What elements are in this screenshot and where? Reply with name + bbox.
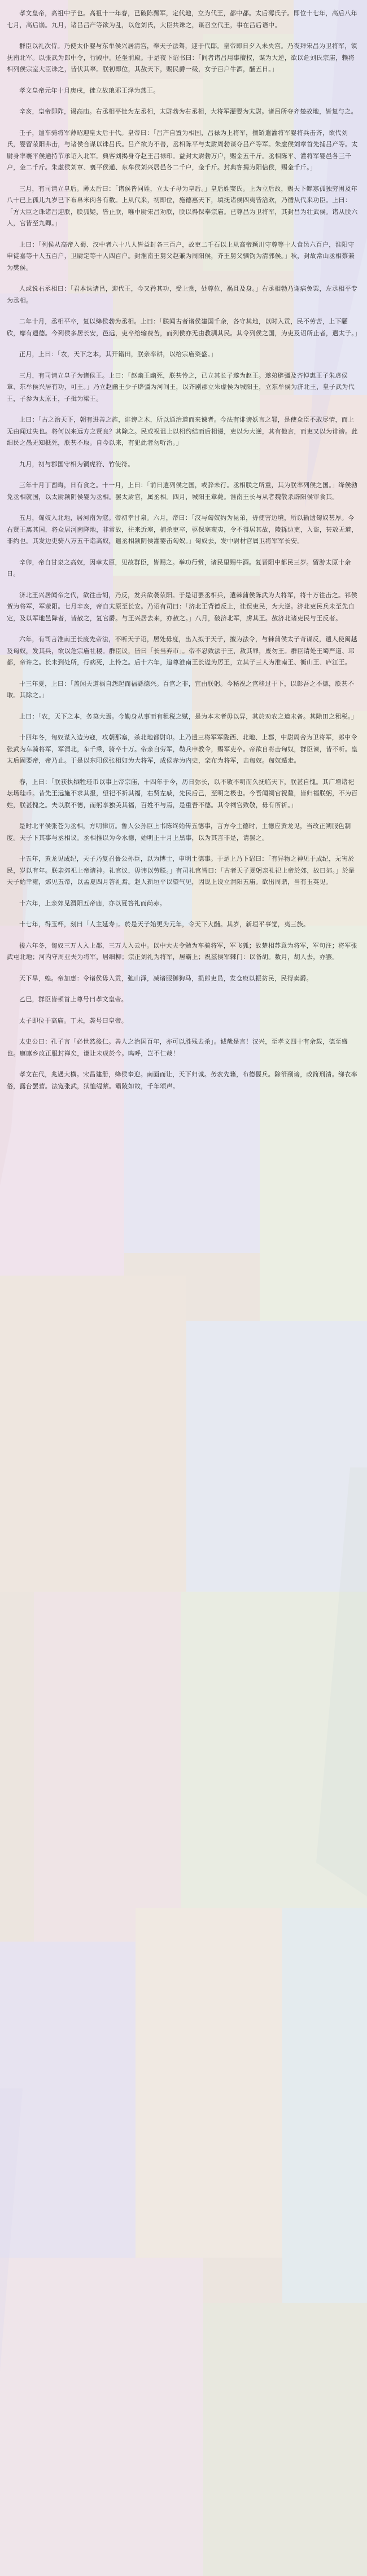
article-paragraph: 群臣以礼次侍。乃使太仆婴与东牟侯兴居清宫，奉天子法驾，迎于代邸。皇帝即日夕入未央宫。乃夜拜宋昌为卫将军，镇抚南北军。以张武为郎中令，行殿中。还坐前殿。于是夜下诏书曰：「间者诸吕用事擅权，谋为大逆，欲以危刘氏宗庙，赖将相列侯宗室大臣诛之，皆伏其辜。朕初即位，其赦天下，赐民爵一级，女子百户牛酒，酺五日。」	[7, 42, 357, 73]
article-paragraph: 济北王兴居闻帝之代，欲往击胡，乃反，发兵欲袭荥阳。于是诏罢丞相兵，遣棘蒲侯陈武为大将军，将十万往击之。祁侯贺为将军，军荥阳。七月辛亥，帝自太原至长安。乃诏有司曰：「济北王背德反上，诖误吏民，为大逆。济北吏民兵未至先自定，及以军地邑降者，皆赦之，复官爵。与王兴居去来，亦赦之。」八月，破济北军，虏其王。赦济北诸吏民与王反者。	[7, 591, 357, 622]
article-paragraph: 乙巳，群臣皆顿首上尊号曰孝文皇帝。	[19, 996, 128, 1003]
article-paragraph: 太子即位于高庙。丁未，袭号曰皇帝。	[19, 1017, 128, 1024]
article-paragraph: 春，上曰：「朕获执牺牲珪币以事上帝宗庙，十四年于今，历日弥长，以不敏不明而久抚临天下，朕甚自愧。其广增诸祀坛场珪币。昔先王远施不求其报，望祀不祈其福，右贤左戚，先民后己，至明之极也。今吾闻祠官祝釐，皆归福朕躬，不为百姓，朕甚愧之。夫以朕不德，而躬享独美其福，百姓不与焉，是重吾不德。其令祠官致敬，毋有所祈。」	[7, 778, 358, 809]
article-paragraph: 三月，有司请立皇后。薄太后曰：「诸侯皆同姓，立太子母为皇后。」皇后姓窦氏。上为立后故，赐天下鳏寡孤独穷困及年八十已上孤儿九岁已下布帛米肉各有数。上从代来，初即位，施德惠天下，填抚诸侯四夷皆洽欢，乃循从代来功臣。上曰：「方大臣之诛诸吕迎朕，朕狐疑，皆止朕，唯中尉宋昌劝朕，朕以得保奉宗庙。已尊昌为卫将军，其封昌为壮武侯。诸从朕六人，官皆至九卿。」	[7, 185, 358, 227]
article-paragraph: 二年十月，丞相平卒，复以绛侯勃为丞相。上曰：「朕闻古者诸侯建国千余，各守其地，以时入贡，民不劳苦，上下驩欣，靡有遗德。今列侯多居长安，邑远，吏卒给输费苦，而列侯亦无由教驯其民。其令列侯之国，为吏及诏所止者，遣太子。」	[7, 318, 361, 337]
article-paragraph: 九月，初与郡国守相为铜虎符、竹使符。	[19, 460, 134, 468]
article-paragraph: 壬子，遣车骑将军薄昭迎皇太后于代。皇帝曰：「吕产自置为相国，吕禄为上将军，擅矫遣灌将军婴将兵击齐，欲代刘氏，婴留荥阳弗击，与诸侯合谋以诛吕氏。吕产欲为不善，丞相陈平与太尉周勃谋夺吕产等军。朱虚侯刘章首先捕吕产等。太尉身率襄平侯通持节承诏入北军。典客刘揭身夺赵王吕禄印。益封太尉勃万户，赐金五千斤。丞相陈平、灌将军婴邑各三千户，金二千斤。朱虚侯刘章、襄平侯通、东牟侯刘兴居邑各二千户，金千斤。封典客揭为阳信侯，赐金千斤。」	[7, 129, 358, 171]
article-paragraph: 人或说右丞相曰：「君本诛诸吕，迎代王，今又矜其功，受上赏，处尊位，祸且及身。」右丞相勃乃谢病免罢，左丞相平专为丞相。	[7, 285, 358, 304]
article-paragraph: 孝文皇帝，高祖中子也。高祖十一年春，已破陈豨军，定代地，立为代王，都中都。太后薄氏子。即位十七年，高后八年七月，高后崩。九月，诸吕吕产等欲为乱，以危刘氏，大臣共诛之，谋召立代王，事在吕后语中。	[7, 10, 357, 29]
article-paragraph: 五月，匈奴入北地，居河南为寇。帝初幸甘泉。六月，帝曰：「汉与匈奴约为昆弟，毋使害边境，所以输遗匈奴甚厚。今右贤王离其国，将众居河南降地，非常故，往来近塞，捕杀吏卒，驱保塞蛮夷，令不得居其故，陵轹边吏，入盗，甚敖无道，非约也。其发边吏骑八万五千诣高奴，遣丞相颍阴侯灌婴击匈奴。」匈奴去，发中尉材官属卫将军军长安。	[7, 514, 358, 545]
article-paragraph: 正月，上曰：「农，天下之本，其开籍田，朕亲率耕，以给宗庙粢盛。」	[19, 351, 217, 358]
article-paragraph: 後六年冬，匈奴三万人入上郡，三万人入云中。以中大夫令勉为车骑将军，军飞狐；故楚相苏意为将军，军句注；将军张武屯北地；河内守周亚夫为将军，居细柳；宗正刘礼为将军，居霸上；祝兹侯军棘门：以备胡。数月，胡人去，亦罢。	[7, 941, 357, 961]
article-body	[0, 0, 367, 1092]
article-paragraph: 辛卯，帝自甘泉之高奴，因幸太原，见故群臣，皆赐之。举功行赏，诸民里赐牛酒。复晋阳中都民三岁。留游太原十余日。	[7, 558, 351, 577]
article-paragraph: 十六年，上亲郊见渭阳五帝庙，亦以夏答礼而尚赤。	[19, 899, 166, 907]
article-paragraph: 十四年冬，匈奴谋入边为寇，攻朝那塞，杀北地都尉卬。上乃遣三将军军陇西、北地、上郡，中尉周舍为卫将军，郎中令张武为车骑将军，军渭北，车千乘，骑卒十万。帝亲自劳军，勒兵申教令，赐军吏卒。帝欲自将击匈奴，群臣谏，皆不听。皇太后固要帝，帝乃止。于是以东阳侯张相如为大将军，成侯赤为内史，栾布为将军，击匈奴。匈奴遁走。	[7, 734, 358, 764]
article-paragraph: 上曰：「列侯从高帝入蜀、汉中者六十八人皆益封各三百户，故吏二千石以上从高帝颍川守尊等十人食邑六百户，淮阳守申徒嘉等十人五百户，卫尉定等十人四百户。封淮南王舅父赵兼为周阳侯，齐王舅父驷钧为清郭侯。」秋，封故常山丞相蔡兼为樊侯。	[7, 240, 355, 271]
article-paragraph: 天下旱，蝗。帝加惠：令诸侯毋入贡，弛山泽，减诸服御狗马，损郎吏员，发仓庾以振贫民，民得卖爵。	[19, 974, 313, 982]
article-paragraph: 三年十月丁酉晦，日有食之。十一月，上曰：「前日遣列侯之国，或辞未行。丞相朕之所重，其为朕率列侯之国。」绛侯勃免丞相就国，以太尉颍阴侯婴为丞相。罢太尉官，属丞相。四月，城阳王章薨。淮南王长与从者魏敬杀辟阳侯审食其。	[7, 481, 358, 501]
article-paragraph: 上曰：「古之治天下，朝有进善之旌，诽谤之木，所以通治道而来谏者。今法有诽谤妖言之罪，是使众臣不敢尽情，而上无由闻过失也。将何以来远方之贤良？其除之。民或祝诅上以相约结而后相谩，吏以为大逆，其有他言，而吏又以为诽谤。此细民之愚无知抵死，朕甚不取。自今以来，有犯此者勿听治。」	[7, 416, 358, 446]
article-paragraph: 孝文皇帝元年十月庚戌，徙立故琅邪王泽为燕王。	[19, 86, 160, 94]
article-paragraph: 是时北平侯张苍为丞相，方明律历。鲁人公孙臣上书陈终始传五德事，言方今土德时，土德应黄龙见，当改正朔服色制度。天子下其事与丞相议。丞相推以为今水德，始明正十月上黑事，以为其言非是，请罢之。	[7, 822, 351, 842]
article-paragraph: 太史公曰：孔子言「必世然後仁。善人之治国百年，亦可以胜残去杀」。诚哉是言！汉兴，至孝文四十有余载，德至盛也。廪廪乡改正服封禅矣，谦让未成於今。呜呼，岂不仁哉！	[7, 1038, 348, 1057]
article-paragraph: 三月，有司请立皇子为诸侯王。上曰：「赵幽王幽死，朕甚怜之，已立其长子遂为赵王。遂弟辟彊及齐悼惠王子朱虚侯章、东牟侯兴居有功，可王。」乃立赵幽王少子辟彊为河间王，以齐剧郡立朱虚侯为城阳王，立东牟侯为济北王，皇子武为代王，子参为太原王，子揖为梁王。	[7, 371, 355, 402]
article-paragraph: 十三年夏，上曰：「盖闻天道祸自怨起而福繇德兴。百官之非，宜由朕躬。今秘祝之官移过于下，以彰吾之不德，朕甚不取。其除之。」	[7, 680, 355, 699]
article-paragraph: 十七年，得玉杯，刻曰「人主延寿」。於是天子始更为元年，令天下大酺。其岁，新垣平事觉，夷三族。	[19, 921, 310, 928]
article-paragraph: 六年，有司言淮南王长废先帝法，不听天子诏，居处毋度，出入拟于天子，擅为法令，与棘蒲侯太子奇谋反，遣人使闽越及匈奴，发其兵，欲以危宗庙社稷。群臣议，皆曰「长当弃市」。帝不忍致法于王，赦其罪，废勿王。群臣请处王蜀严道、邛都，帝许之。长未到处所，行病死，上怜之。后十六年，追尊淮南王长谥为厉王，立其子三人为淮南王、衡山王、庐江王。	[7, 636, 357, 666]
article-paragraph: 孝文在代，兆遇大横。宋昌建册，绛侯奉迎。南面而让，天下归诚。务农先籍，布德偃兵。除帑削谤，政简刑清。绨衣率俗，露台罢营。法宽张武，狱恤缇萦。霸陵如故，千年颂声。	[7, 1071, 357, 1090]
article-paragraph: 辛亥，皇帝即阼，谒高庙。右丞相平徙为左丞相，太尉勃为右丞相，大将军灌婴为太尉。诸吕所夺齐楚故地，皆复与之。	[19, 108, 357, 115]
article-paragraph: 上曰：「农，天下之本，务莫大焉。今勤身从事而有租税之赋，是为本末者毋以异，其於劝农之道未备。其除田之租税。」	[19, 712, 358, 720]
article-paragraph: 十五年，黄龙见成纪，天子乃复召鲁公孙臣，以为博士，申明土德事。于是上乃下诏曰：「有异物之神见于成纪，无害於民，岁以有年。朕亲郊祀上帝诸神。礼官议，毋讳以劳朕。」有司礼官皆曰：「古者天子夏躬亲礼祀上帝於郊，故曰郊。」於是天子始幸雍，郊见五帝，以孟夏四月答礼焉。赵人新垣平以望气见，因说上设立渭阳五庙。欲出周鼎，当有玉英见。	[7, 855, 355, 886]
